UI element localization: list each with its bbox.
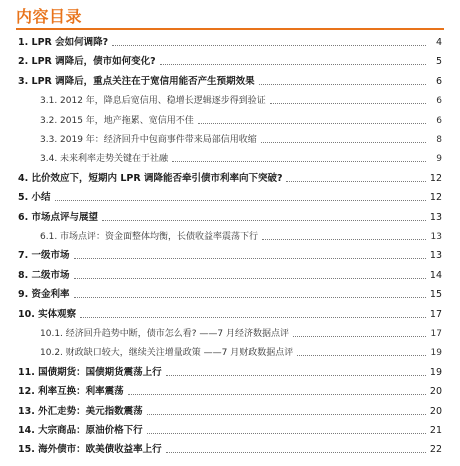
toc-page-number[interactable]: 22 xyxy=(429,444,442,456)
toc-entry-title[interactable]: 6.1. 市场点评：资金面整体均衡，长债收益率震荡下行 xyxy=(40,232,259,242)
dot-leader xyxy=(147,433,426,434)
toc-entry[interactable] xyxy=(0,286,442,301)
toc-entry[interactable] xyxy=(0,92,442,107)
dot-leader xyxy=(55,200,426,201)
toc-page-number[interactable]: 6 xyxy=(436,96,442,107)
dot-leader xyxy=(297,355,426,356)
dot-leader xyxy=(172,161,426,162)
toc-entry[interactable] xyxy=(0,131,442,146)
dot-leader xyxy=(160,64,426,65)
toc-entry-title[interactable]: 10. 实体观察 xyxy=(18,308,77,320)
toc-page-number[interactable]: 20 xyxy=(429,386,442,398)
toc-page-number[interactable]: 9 xyxy=(436,154,442,165)
toc-entry[interactable] xyxy=(0,247,442,262)
toc-page-number[interactable]: 19 xyxy=(430,348,442,359)
toc-entry-title[interactable]: 4. 比价效应下，短期内 LPR 调降能否牵引债市利率向下突破? xyxy=(18,172,283,184)
toc-entry[interactable] xyxy=(0,267,442,282)
toc-page-number[interactable]: 5 xyxy=(435,56,442,68)
toc-entry[interactable] xyxy=(0,209,442,224)
toc-page-number[interactable]: 14 xyxy=(429,269,442,281)
toc-entry-title[interactable]: 3.4. 未来利率走势关键在于社融 xyxy=(40,154,169,165)
toc-page-number[interactable]: 6 xyxy=(436,115,442,126)
toc-entry[interactable] xyxy=(0,53,442,68)
toc-entry-title[interactable]: 10.1. 经济回升趋势中断，债市怎么看? ——7 月经济数据点评 xyxy=(40,329,289,339)
dot-leader xyxy=(198,123,426,124)
toc-page-number[interactable]: 6 xyxy=(435,75,442,87)
toc-entry[interactable] xyxy=(0,170,442,185)
toc-entry[interactable] xyxy=(0,403,442,418)
toc-entry[interactable] xyxy=(0,34,442,49)
toc-entry-title[interactable]: 7. 一级市场 xyxy=(18,250,70,262)
toc-entry-title[interactable]: 3. LPR 调降后，重点关注在于宽信用能否产生预期效果 xyxy=(18,75,255,87)
toc-entry-title[interactable]: 13. 外汇走势：美元指数震荡 xyxy=(18,405,143,417)
toc-entry[interactable] xyxy=(0,189,442,204)
toc-page-number[interactable]: 20 xyxy=(429,405,442,417)
dot-leader xyxy=(74,258,426,259)
toc-page-number[interactable]: 8 xyxy=(436,135,442,145)
toc-page-number[interactable]: 13 xyxy=(430,232,442,242)
toc-page-number[interactable]: 13 xyxy=(429,250,442,262)
toc-entry[interactable] xyxy=(0,325,442,340)
toc-entry[interactable] xyxy=(0,364,442,379)
dot-leader xyxy=(262,239,426,240)
toc-entry-title[interactable]: 12. 利率互换：利率震荡 xyxy=(18,386,124,398)
toc-entry-title[interactable]: 3.2. 2015 年，地产拖累、宽信用不佳 xyxy=(40,115,194,126)
toc-page-number[interactable]: 21 xyxy=(429,425,442,436)
dot-leader xyxy=(128,394,426,395)
toc-entry[interactable] xyxy=(0,306,442,321)
dot-leader xyxy=(74,278,426,279)
toc-page-number[interactable]: 17 xyxy=(429,308,442,320)
toc-entry-title[interactable]: 15. 海外债市：欧美债收益率上行 xyxy=(18,444,162,456)
toc-entry-title[interactable]: 9. 资金利率 xyxy=(18,289,70,301)
toc-entry[interactable] xyxy=(0,228,442,243)
toc-entry-title[interactable]: 10.2. 财政缺口较大，继续关注增量政策 ——7 月财政数据点评 xyxy=(40,348,294,359)
toc-heading: 内容目录 xyxy=(16,7,83,26)
toc-entry[interactable] xyxy=(0,441,442,456)
toc-entry-title[interactable]: 3.3. 2019 年：经济回升中包商事件带来局部信用收缩 xyxy=(40,135,257,145)
dot-leader xyxy=(166,452,426,453)
toc-page-number[interactable]: 15 xyxy=(429,289,442,301)
toc-entry[interactable] xyxy=(0,383,442,398)
toc-page-number[interactable]: 4 xyxy=(435,37,442,48)
dot-leader xyxy=(293,336,426,337)
toc-page-number[interactable]: 12 xyxy=(429,172,442,184)
toc-page-number[interactable]: 19 xyxy=(429,366,442,378)
toc-entry[interactable] xyxy=(0,422,442,437)
toc-entry-title[interactable]: 2. LPR 调降后，债市如何变化? xyxy=(18,56,156,68)
toc-entry-title[interactable]: 8. 二级市场 xyxy=(18,269,70,281)
dot-leader xyxy=(147,414,426,415)
toc-entry-title[interactable]: 1. LPR 会如何调降? xyxy=(18,37,109,48)
dot-leader xyxy=(286,181,425,182)
dot-leader xyxy=(102,220,426,221)
dot-leader xyxy=(74,297,426,298)
toc-entry-title[interactable]: 11. 国债期货：国债期货震荡上行 xyxy=(18,366,162,378)
dot-leader xyxy=(261,142,426,143)
dot-leader xyxy=(259,84,426,85)
toc-entry-title[interactable]: 3.1. 2012 年，降息后宽信用、稳增长逻辑逐步得到验证 xyxy=(40,96,266,107)
toc-page-number[interactable]: 17 xyxy=(430,329,442,339)
toc-entry[interactable] xyxy=(0,112,442,127)
toc-page-number[interactable]: 12 xyxy=(429,192,442,204)
toc-page-number[interactable]: 13 xyxy=(429,211,442,223)
toc-entry[interactable] xyxy=(0,150,442,165)
dot-leader xyxy=(112,45,426,46)
toc-entry-title[interactable]: 5. 小结 xyxy=(18,192,51,204)
toc-entry[interactable] xyxy=(0,73,442,88)
toc-entry-title[interactable]: 14. 大宗商品：原油价格下行 xyxy=(18,425,143,436)
dot-leader xyxy=(80,317,426,318)
dot-leader xyxy=(270,103,426,104)
toc-entry-title[interactable]: 6. 市场点评与展望 xyxy=(18,211,99,223)
dot-leader xyxy=(166,375,426,376)
toc-entry[interactable] xyxy=(0,344,442,359)
